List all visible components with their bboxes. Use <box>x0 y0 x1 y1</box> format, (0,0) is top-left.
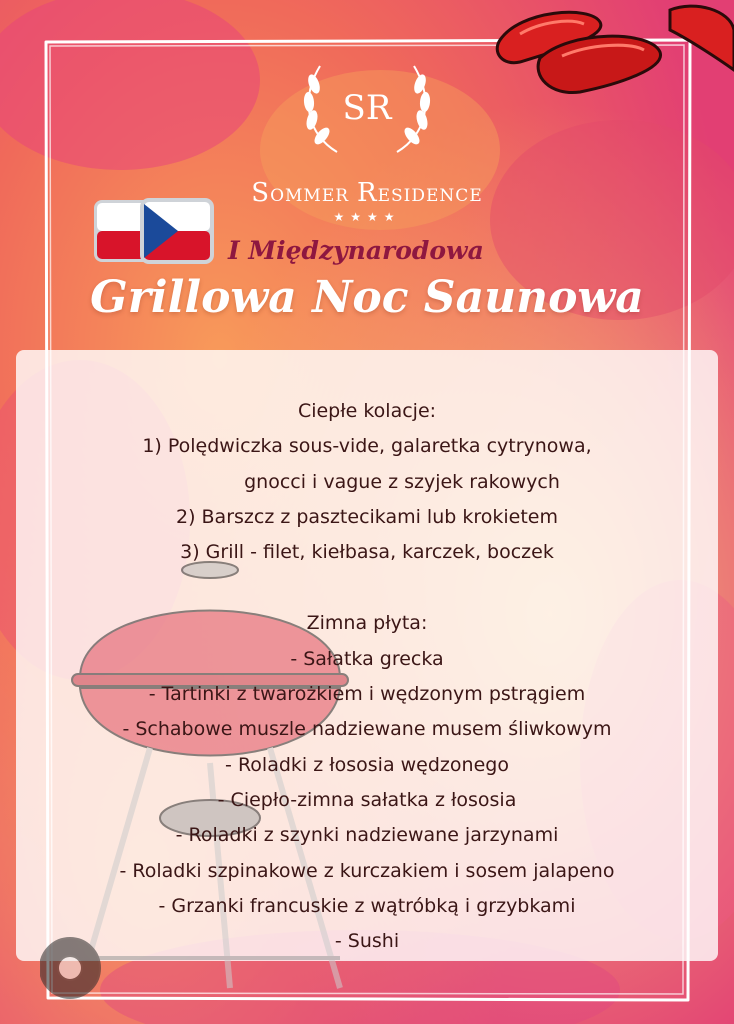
cold-dish-item: - Ciepło-zimna sałatka z łososia <box>217 788 517 811</box>
hot-dish-2: 2) Barszcz z pasztecikami lub krokietem <box>175 505 558 528</box>
hot-dishes-heading: Ciepłe kolacje: <box>297 400 437 422</box>
hot-dish-1-line1: 1) Polędwiczka sous-vide, galaretka cytrynowa, <box>142 435 592 458</box>
laurel-wreath-icon <box>292 44 442 164</box>
cold-dish-item: - Grzanki francuskie z wątróbką i grzybkami <box>158 894 576 917</box>
menu-content <box>16 394 718 959</box>
czech-flag-icon <box>140 198 214 264</box>
cold-dish-item: - Schabowe muszle nadziewane musem śliwkowym <box>122 718 612 741</box>
brand-name: SOMMER RESIDENCE <box>251 178 483 208</box>
cold-dish-item: - Sushi <box>334 930 400 953</box>
cold-dish-item: - Tartinki z twarożkiem i wędzonym pstrągiem <box>148 683 586 706</box>
cold-dish-item: - Roladki z łososia wędzonego <box>225 753 509 776</box>
cold-dishes-heading: Zimna płyta: <box>306 612 428 635</box>
hot-dish-1-line2: gnocci i vague z szyjek rakowych <box>244 470 560 493</box>
flags-group <box>92 196 222 268</box>
logo-initials: SR <box>342 88 392 128</box>
rating-stars: ★★★★ <box>333 210 401 224</box>
cold-dish-item: - Roladki szpinakowe z kurczakiem i sosem jalapeno <box>119 859 615 882</box>
cold-dish-item: - Roladki z szynki nadziewane jarzynami <box>175 824 559 847</box>
sausages-icon <box>480 0 734 112</box>
section-spacer <box>16 570 718 606</box>
cold-dish-item: - Sałatka grecka <box>290 647 444 670</box>
hot-dish-3: 3) Grill - filet, kiełbasa, karczek, boczek <box>180 541 554 564</box>
event-title: Grillowa Noc Saunowa <box>90 272 644 323</box>
event-subtitle: I Międzynarodowa <box>228 236 484 265</box>
